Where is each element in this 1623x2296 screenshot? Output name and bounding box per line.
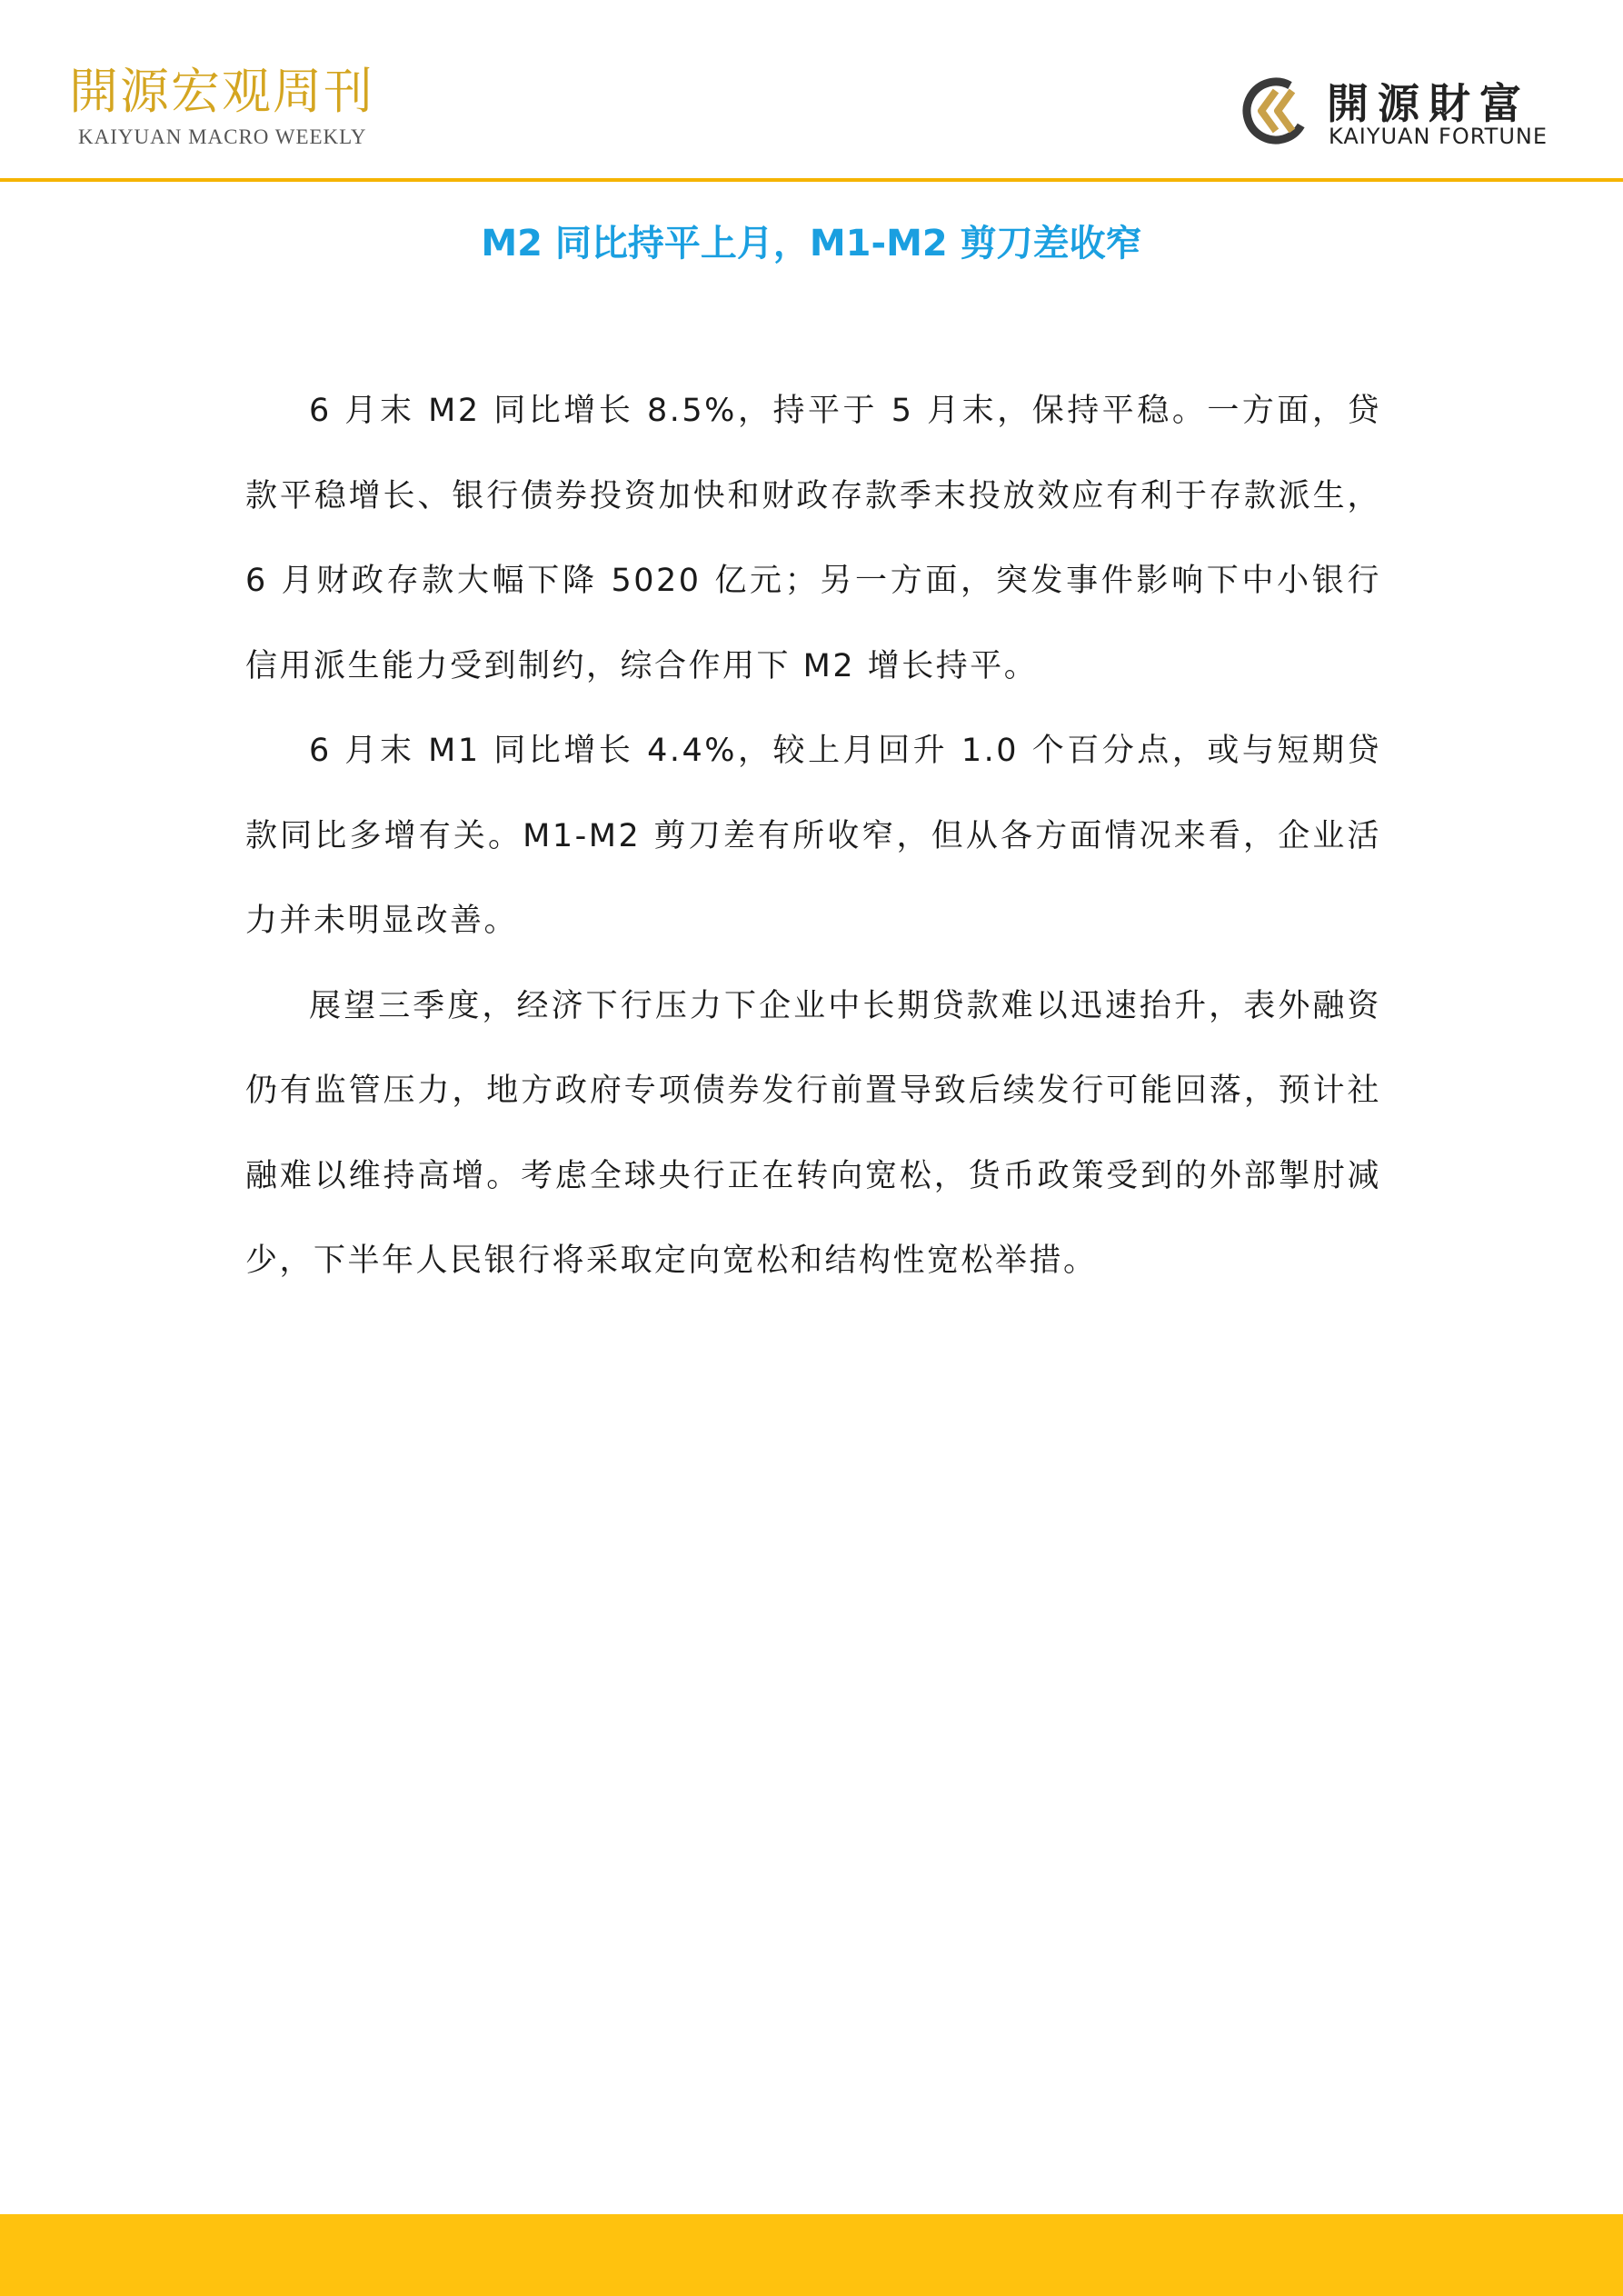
- footer-band: [0, 2214, 1623, 2296]
- article-title: M2 同比持平上月，M1-M2 剪刀差收窄: [481, 223, 1142, 265]
- publication-title: 開源宏观周刊: [69, 63, 374, 120]
- brand-name-en: KAIYUAN FORTUNE: [1329, 124, 1548, 149]
- kaiyuan-k-logo-icon: [1240, 75, 1312, 147]
- brand-name-cn: 開源財富: [1327, 79, 1530, 128]
- page-header: [0, 0, 1623, 178]
- brand-block: [1240, 64, 1567, 164]
- body-paragraph-3: 展望三季度，经济下行压力下企业中长期贷款难以迅速抬升，表外融资仍有监管压力，地方政府专项债券发行前置导致后续发行可能回落，预计社融难以维持高增。考虑全球央行正在转向宽松，货币政策受到的外部掣肘减少，下半年人民银行将采取定向宽松和结构性宽松举措。: [245, 987, 1381, 1279]
- publication-subtitle: KAIYUAN MACRO WEEKLY: [78, 125, 367, 148]
- body-paragraph-1: 6 月末 M2 同比增长 8.5%，持平于 5 月末，保持平稳。一方面，贷款平稳增长、银行债券投资加快和财政存款季末投放效应有利于存款派生，6 月财政存款大幅下降 5020 亿元；另一方面，突发事件影响下中小银行信用派生能力受到制约，综合作用下 M2 增长持平。: [245, 393, 1381, 684]
- article-body: [245, 369, 1381, 1304]
- body-paragraph-2: 6 月末 M1 同比增长 4.4%，较上月回升 1.0 个百分点，或与短期贷款同比多增有关。M1-M2 剪刀差有所收窄，但从各方面情况来看，企业活力并未明显改善。: [245, 733, 1381, 939]
- header-divider: [0, 178, 1623, 182]
